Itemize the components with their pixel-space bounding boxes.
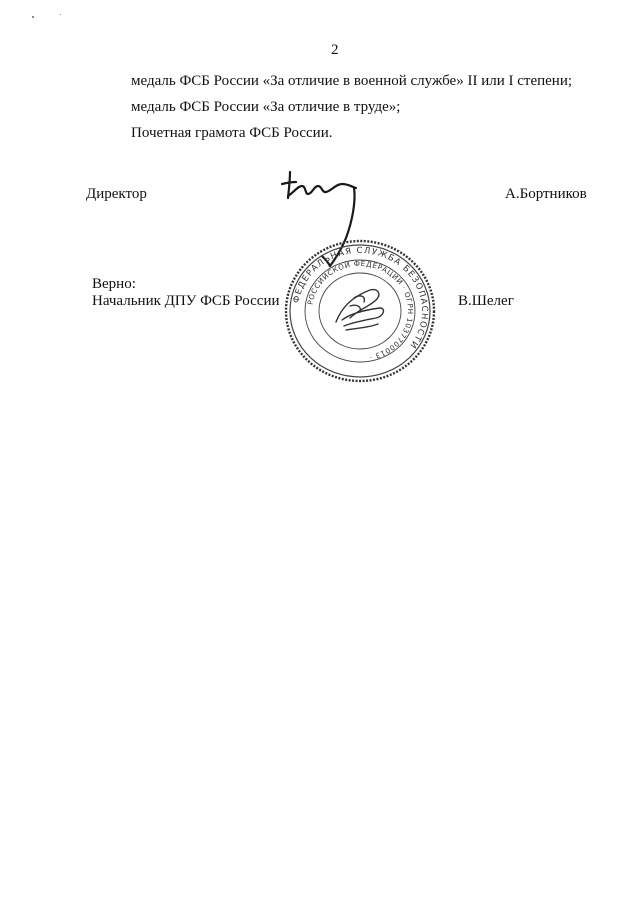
certification-position: Начальник ДПУ ФСБ России — [92, 293, 280, 309]
list-item-medal-military: медаль ФСБ России «За отличие в военной службе» II или I степени; — [131, 73, 573, 89]
certification-name: В.Шелег — [458, 293, 514, 309]
page-number: 2 — [331, 42, 339, 58]
director-name: А.Бортников — [505, 186, 587, 202]
list-item-medal-labor: медаль ФСБ России «За отличие в труде»; — [131, 99, 401, 115]
official-seal — [280, 236, 440, 386]
scan-speck — [60, 14, 61, 15]
seal-outer-text: ФЕДЕРАЛЬНАЯ СЛУЖБА БЕЗОПАСНОСТИ — [291, 245, 430, 351]
certification-label: Верно: — [92, 276, 136, 292]
scan-speck — [32, 16, 34, 18]
seal-emblem — [336, 290, 383, 330]
list-item-certificate: Почетная грамота ФСБ России. — [131, 125, 333, 141]
director-position: Директор — [86, 186, 147, 202]
seal-inner-text: РОССИЙСКОЙ ФЕДЕРАЦИИ · ОГРН 1037700013 · — [305, 258, 416, 363]
